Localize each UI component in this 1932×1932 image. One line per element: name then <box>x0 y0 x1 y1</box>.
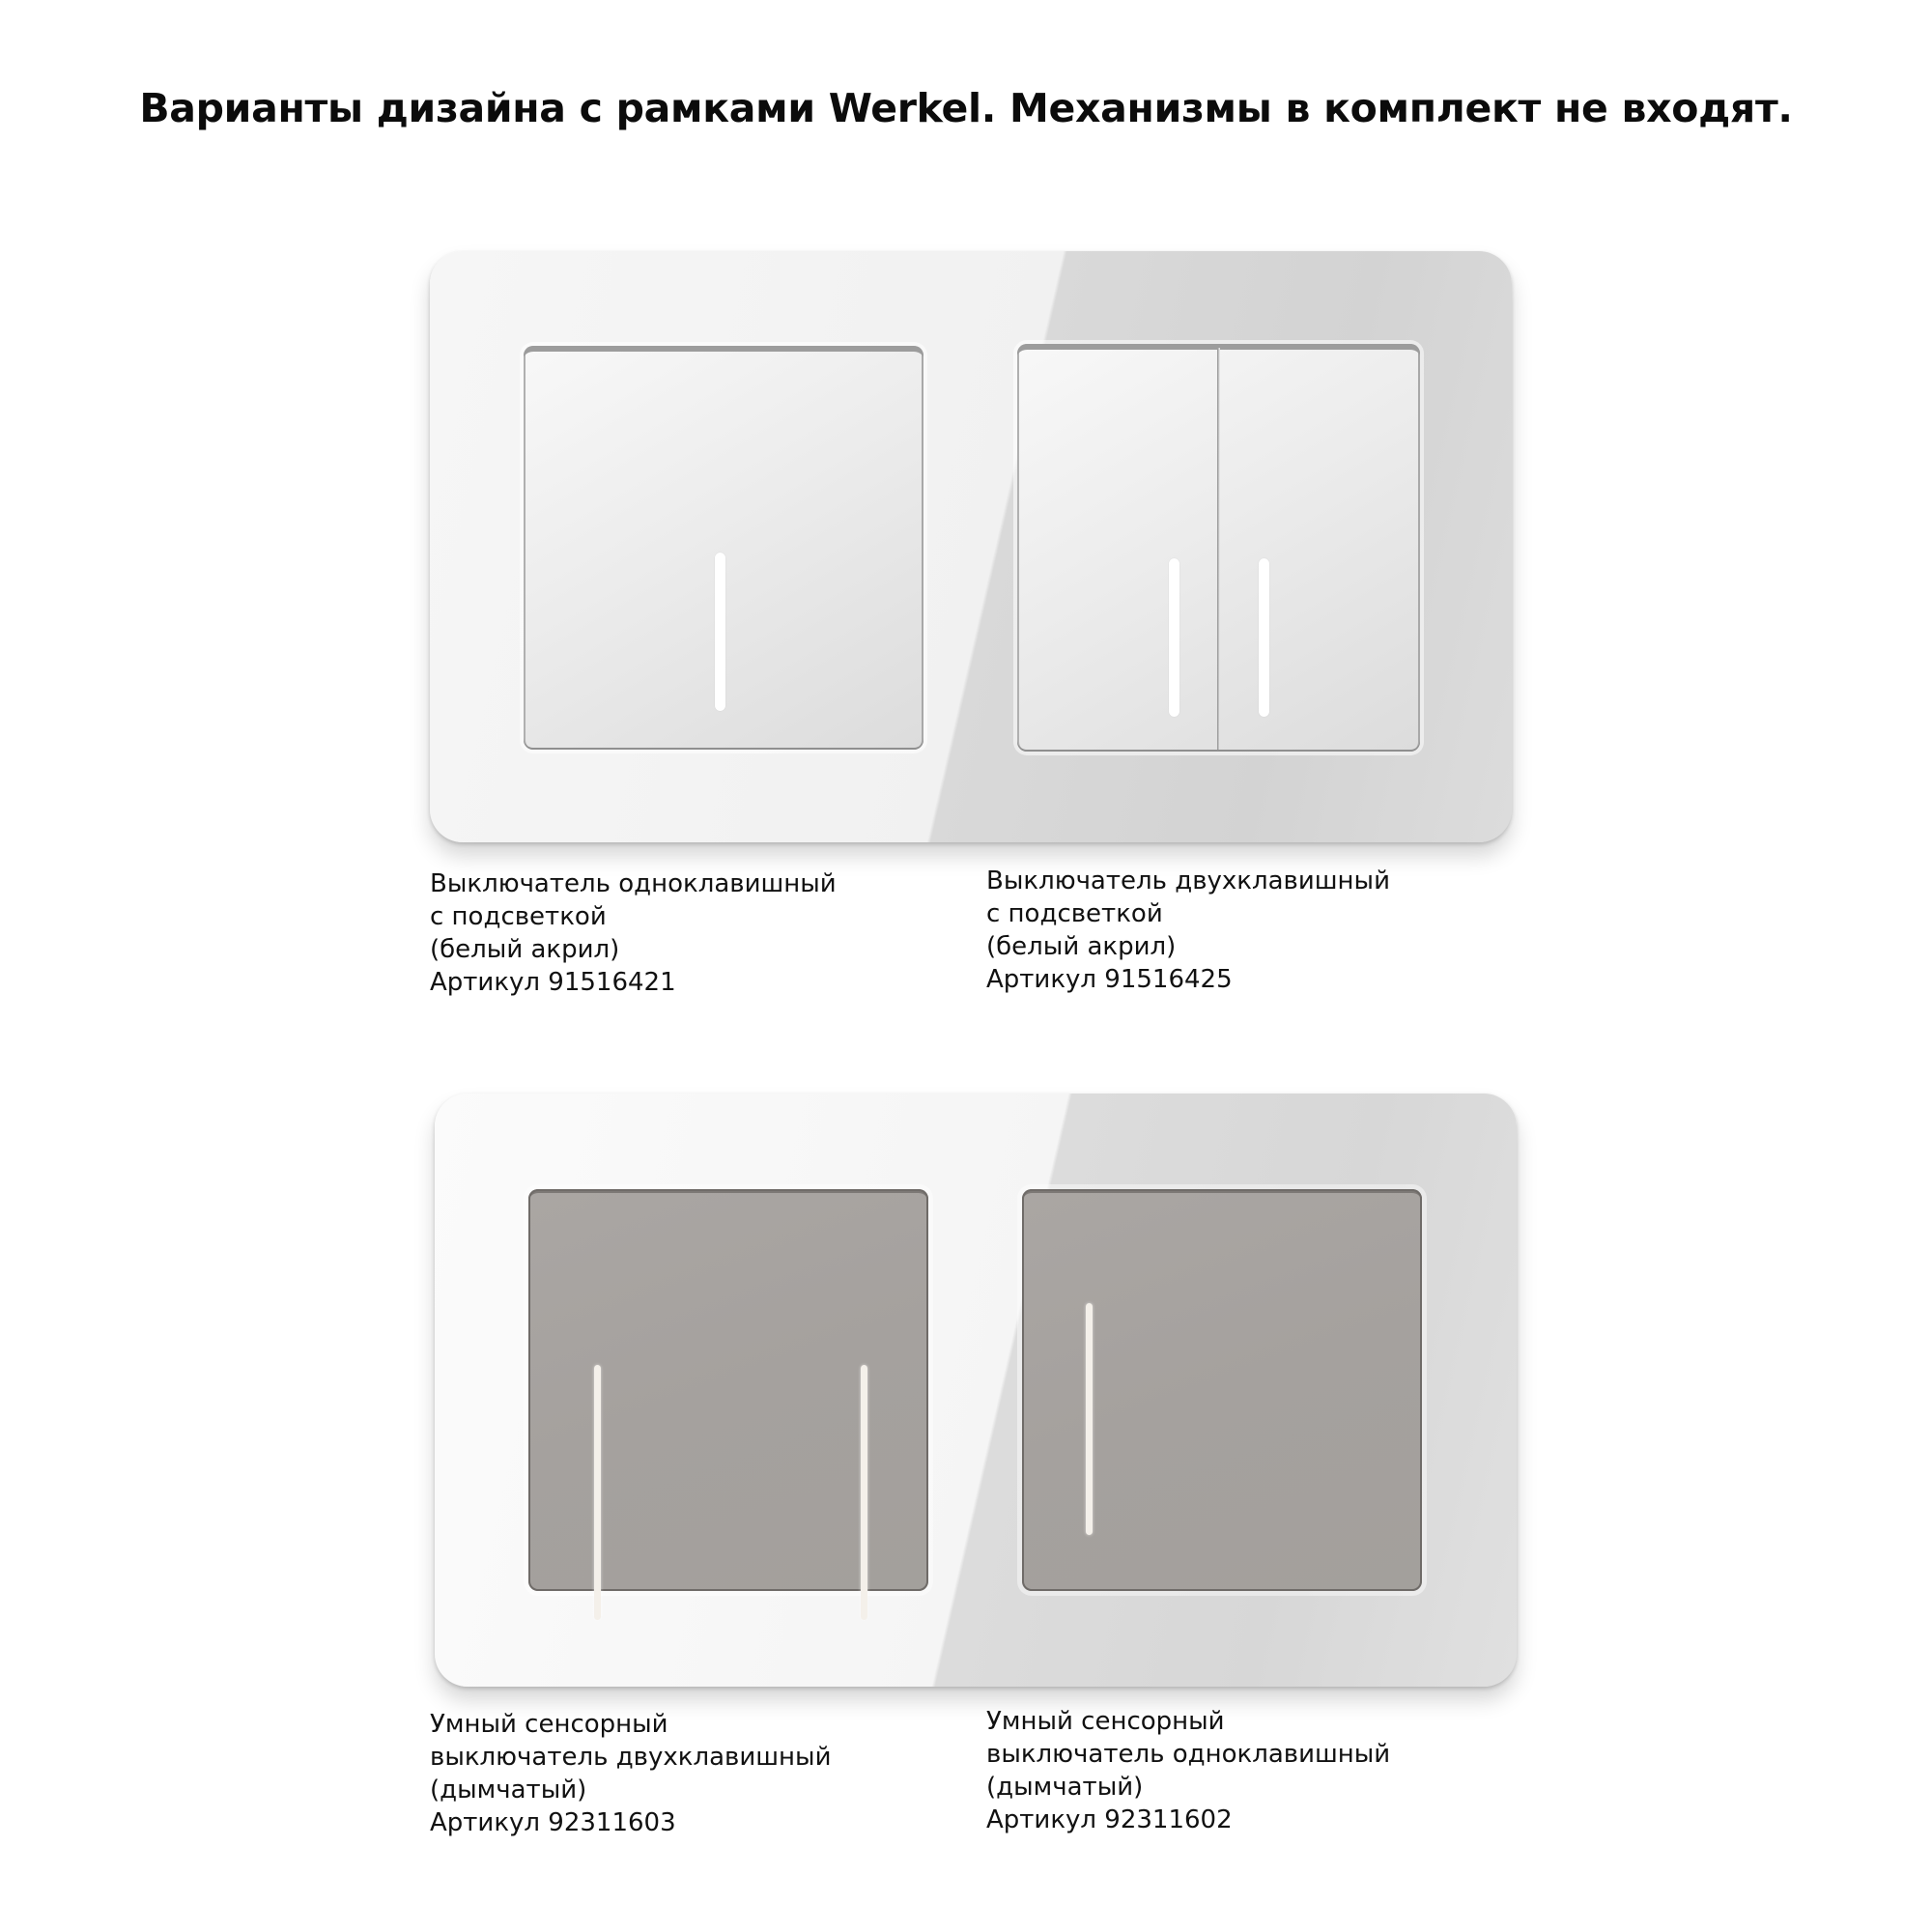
page-title: Варианты дизайна с рамками Werkel. Механизмы в комплект не входят. <box>139 85 1793 131</box>
product-caption-92311603 <box>430 1708 831 1839</box>
caption-line: (дымчатый) <box>986 1773 1144 1802</box>
caption-line: Умный сенсорный <box>430 1710 668 1739</box>
switch-double-key-backlit <box>1017 344 1420 752</box>
product-caption-92311602 <box>986 1705 1390 1836</box>
backlight-indicator <box>715 553 725 711</box>
double-frame-white-acrylic <box>430 251 1512 842</box>
caption-line: Умный сенсорный <box>986 1707 1225 1736</box>
caption-line: Выключатель одноклавишный <box>430 869 837 898</box>
touch-indicator-left <box>594 1365 601 1620</box>
caption-line: с подсветкой <box>430 902 607 931</box>
caption-article: Артикул 91516421 <box>430 968 676 997</box>
key-divider <box>1217 348 1220 750</box>
caption-line: (белый акрил) <box>986 932 1177 961</box>
caption-line: с подсветкой <box>986 899 1163 928</box>
double-frame-white-acrylic-smoke-switches <box>435 1094 1517 1687</box>
caption-line: Выключатель двухклавишный <box>986 867 1390 895</box>
switch-single-key-backlit <box>524 346 923 750</box>
caption-line: выключатель двухклавишный <box>430 1743 832 1772</box>
caption-article: Артикул 91516425 <box>986 965 1233 994</box>
caption-line: выключатель одноклавишный <box>986 1740 1391 1769</box>
caption-line: (белый акрил) <box>430 935 620 964</box>
smart-touch-switch-double <box>528 1189 928 1591</box>
caption-article: Артикул 92311602 <box>986 1805 1233 1834</box>
caption-article: Артикул 92311603 <box>430 1808 676 1837</box>
product-caption-91516421 <box>430 867 837 999</box>
caption-line: (дымчатый) <box>430 1776 587 1804</box>
backlight-indicator-left <box>1169 558 1179 717</box>
smart-touch-switch-single <box>1022 1189 1422 1591</box>
product-caption-91516425 <box>986 865 1390 996</box>
touch-indicator <box>1086 1303 1093 1535</box>
touch-indicator-right <box>861 1365 867 1620</box>
backlight-indicator-right <box>1259 558 1269 717</box>
